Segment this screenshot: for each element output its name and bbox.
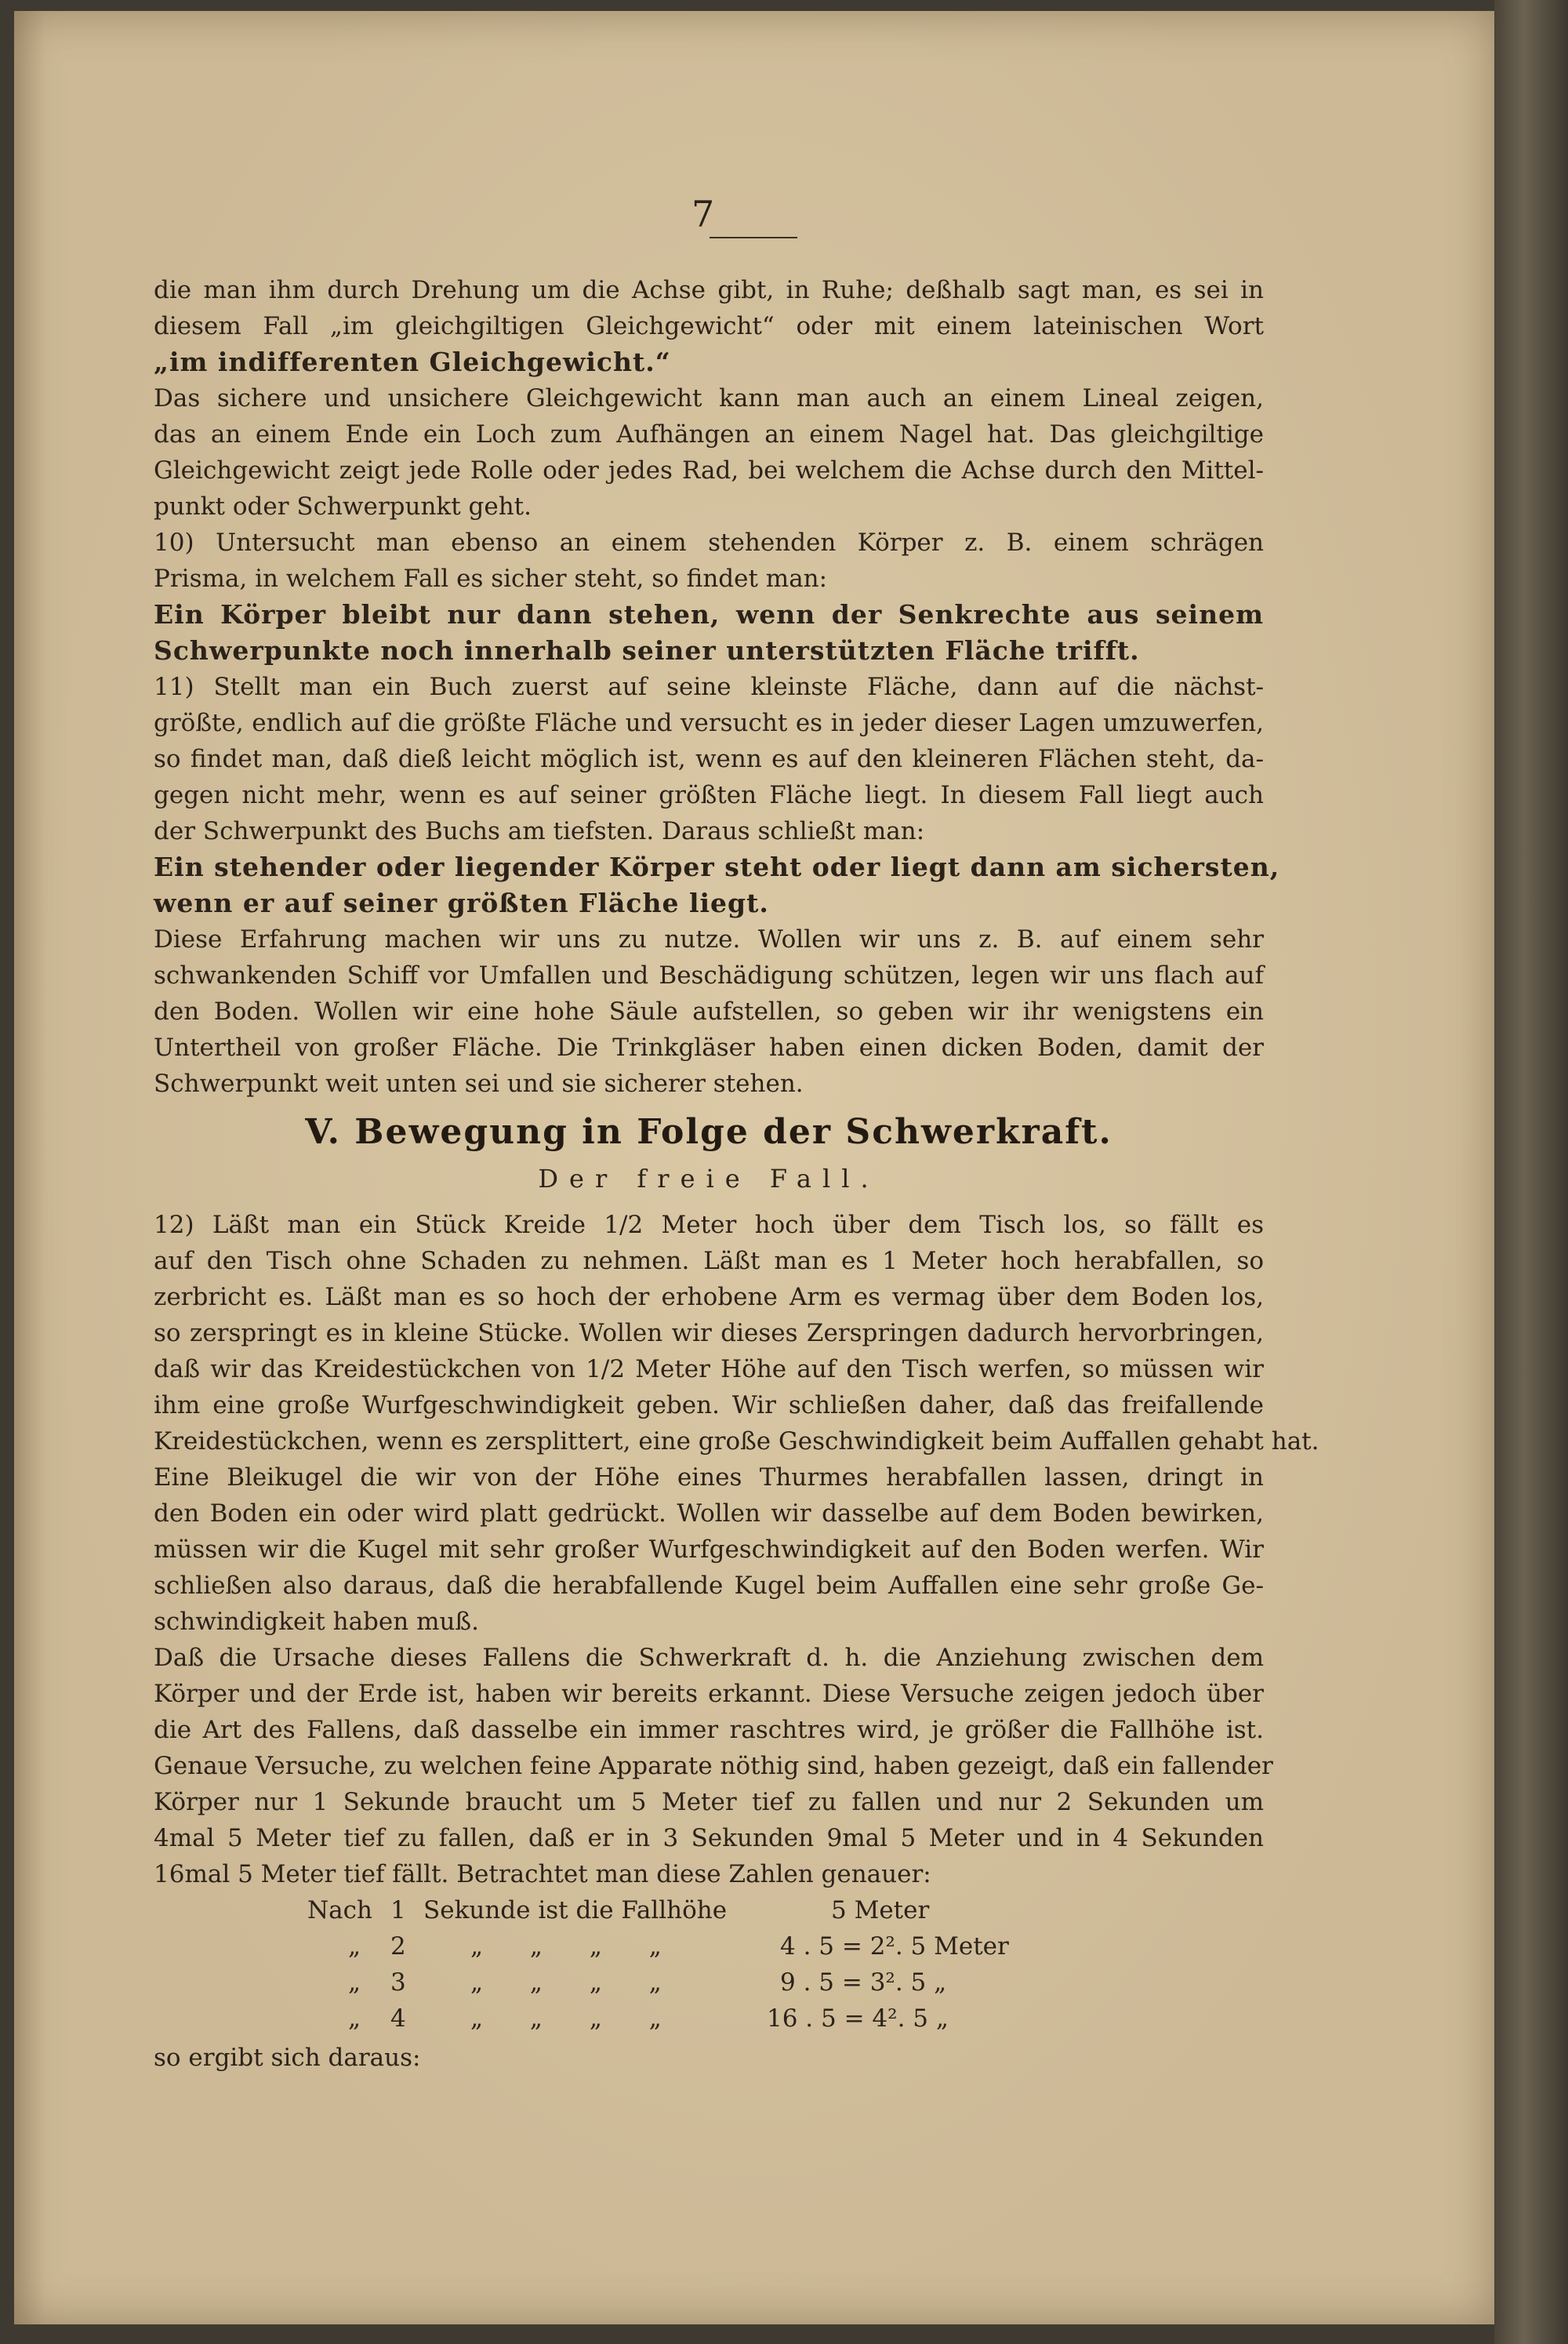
section-subheading: Der freie Fall.: [538, 1164, 880, 1194]
text-line: 10) Untersucht man ebenso an einem stehenden Körper z. B. einem schrägen: [154, 529, 1264, 557]
text-line: ihm eine große Wurfgeschwindigkeit geben. Wir schließen daher, daß das freifallende: [154, 1391, 1264, 1419]
table-cell: „ „ „ „: [470, 1932, 662, 1961]
table-cell: „ „ „ „: [470, 2004, 662, 2033]
table-cell: 1: [390, 1896, 406, 1924]
text-line: die man ihm durch Drehung um die Achse gibt, in Ruhe; deßhalb sagt man, es sei in: [154, 276, 1264, 304]
text-line: das an einem Ende ein Loch zum Aufhängen an einem Nagel hat. Das gleichgiltige: [154, 420, 1264, 449]
text-line: müssen wir die Kugel mit sehr großer Wurfgeschwindigkeit auf den Boden werfen. Wir: [154, 1535, 1264, 1564]
table-cell: Sekunde ist die Fallhöhe: [423, 1896, 728, 1924]
book-spine: [1494, 0, 1568, 2344]
text-line: 16mal 5 Meter tief fällt. Betrachtet man diese Zahlen genauer:: [154, 1860, 931, 1888]
text-line: „im indifferenten Gleichgewicht.“: [154, 347, 671, 377]
text-line: auf den Tisch ohne Schaden zu nehmen. Läßt man es 1 Meter hoch herabfallen, so: [154, 1247, 1264, 1275]
text-line: Gleichgewicht zeigt jede Rolle oder jedes Rad, bei welchem die Achse durch den Mittel-: [154, 456, 1264, 485]
section-heading: V. Bewegung in Folge der Schwerkraft.: [305, 1112, 1112, 1152]
text-line: größte, endlich auf die größte Fläche und versucht es in jeder dieser Lagen umzuwerfen,: [154, 709, 1264, 737]
text-line: Genaue Versuche, zu welchen feine Apparate nöthig sind, haben gezeigt, daß ein fallender: [154, 1752, 1273, 1780]
table-cell: „: [348, 2004, 361, 2033]
table-cell: 9 . 5 = 3². 5 „: [780, 1968, 947, 1997]
text-line: so ergibt sich daraus:: [154, 2044, 421, 2072]
text-line: Körper nur 1 Sekunde braucht um 5 Meter tief zu fallen und nur 2 Sekunden um: [154, 1788, 1264, 1816]
table-cell: Nach: [307, 1896, 372, 1924]
text-line: Prisma, in welchem Fall es sicher steht, so findet man:: [154, 565, 828, 593]
table-cell: „: [348, 1968, 361, 1997]
text-line: punkt oder Schwerpunkt geht.: [154, 492, 532, 521]
table-cell: 5 Meter: [831, 1896, 930, 1924]
table-cell: 4 . 5 = 2². 5 Meter: [780, 1932, 1009, 1961]
rule-statement: Schwerpunkte noch innerhalb seiner unterstützten Fläche trifft.: [154, 635, 1140, 666]
table-cell: 16 . 5 = 4². 5 „: [767, 2004, 949, 2033]
text-line: Das sichere und unsichere Gleichgewicht kann man auch an einem Lineal zeigen,: [154, 384, 1264, 412]
text-line: Eine Bleikugel die wir von der Höhe eines Thurmes herabfallen lassen, dringt in: [154, 1463, 1264, 1492]
text-line: die Art des Fallens, daß dasselbe ein immer raschtres wird, je größer die Fallhöhe ist.: [154, 1716, 1264, 1744]
table-cell: 2: [390, 1932, 406, 1961]
text-line: der Schwerpunkt des Buchs am tiefsten. Daraus schließt man:: [154, 817, 925, 845]
text-line: so findet man, daß dieß leicht möglich ist, wenn es auf den kleineren Flächen steht, da-: [154, 745, 1264, 773]
table-cell: 4: [390, 2004, 406, 2033]
text-line: daß wir das Kreidestückchen von 1/2 Meter Höhe auf den Tisch werfen, so müssen wir: [154, 1355, 1264, 1383]
rule-statement: Ein Körper bleibt nur dann stehen, wenn der Senkrechte aus seinem: [154, 599, 1264, 630]
text-line: Daß die Ursache dieses Fallens die Schwerkraft d. h. die Anziehung zwischen dem: [154, 1644, 1264, 1672]
text-line: gegen nicht mehr, wenn es auf seiner größten Fläche liegt. In diesem Fall liegt auch: [154, 781, 1264, 809]
rule-statement: Ein stehender oder liegender Körper steht oder liegt dann am sichersten,: [154, 852, 1280, 882]
text-line: Diese Erfahrung machen wir uns zu nutze. Wollen wir uns z. B. auf einem sehr: [154, 925, 1264, 954]
text-line: 12) Läßt man ein Stück Kreide 1/2 Meter hoch über dem Tisch los, so fällt es: [154, 1211, 1264, 1239]
page-number-rule: [710, 237, 797, 238]
text-line: Schwerpunkt weit unten sei und sie sicherer stehen.: [154, 1070, 804, 1098]
page-number: 7: [691, 193, 715, 235]
rule-statement: wenn er auf seiner größten Fläche liegt.: [154, 888, 769, 918]
text-line: so zerspringt es in kleine Stücke. Wollen wir dieses Zerspringen dadurch hervorbringen,: [154, 1319, 1264, 1347]
text-line: zerbricht es. Läßt man es so hoch der erhobene Arm es vermag über dem Boden los,: [154, 1283, 1264, 1311]
text-line: diesem Fall „im gleichgiltigen Gleichgewicht“ oder mit einem lateinischen Wort: [154, 312, 1264, 340]
table-cell: „: [348, 1932, 361, 1961]
text-line: schwankenden Schiff vor Umfallen und Beschädigung schützen, legen wir uns flach auf: [154, 961, 1264, 990]
text-line: Körper und der Erde ist, haben wir bereits erkannt. Diese Versuche zeigen jedoch über: [154, 1680, 1264, 1708]
text-line: schwindigkeit haben muß.: [154, 1608, 479, 1636]
table-cell: „ „ „ „: [470, 1968, 662, 1997]
text-line: schließen also daraus, daß die herabfallende Kugel beim Auffallen eine sehr große Ge-: [154, 1572, 1264, 1600]
table-cell: 3: [390, 1968, 406, 1997]
text-line: 11) Stellt man ein Buch zuerst auf seine kleinste Fläche, dann auf die nächst-: [154, 673, 1264, 701]
text-line: den Boden. Wollen wir eine hohe Säule aufstellen, so geben wir ihr wenigstens ein: [154, 998, 1264, 1026]
text-line: Untertheil von großer Fläche. Die Trinkgläser haben einen dicken Boden, damit der: [154, 1034, 1264, 1062]
text-line: 4mal 5 Meter tief zu fallen, daß er in 3 Sekunden 9mal 5 Meter und in 4 Sekunden: [154, 1824, 1264, 1852]
text-line: Kreidestückchen, wenn es zersplittert, eine große Geschwindigkeit beim Auffallen gehabt hat.: [154, 1427, 1319, 1455]
text-line: den Boden ein oder wird platt gedrückt. Wollen wir dasselbe auf dem Boden bewirken,: [154, 1499, 1264, 1528]
